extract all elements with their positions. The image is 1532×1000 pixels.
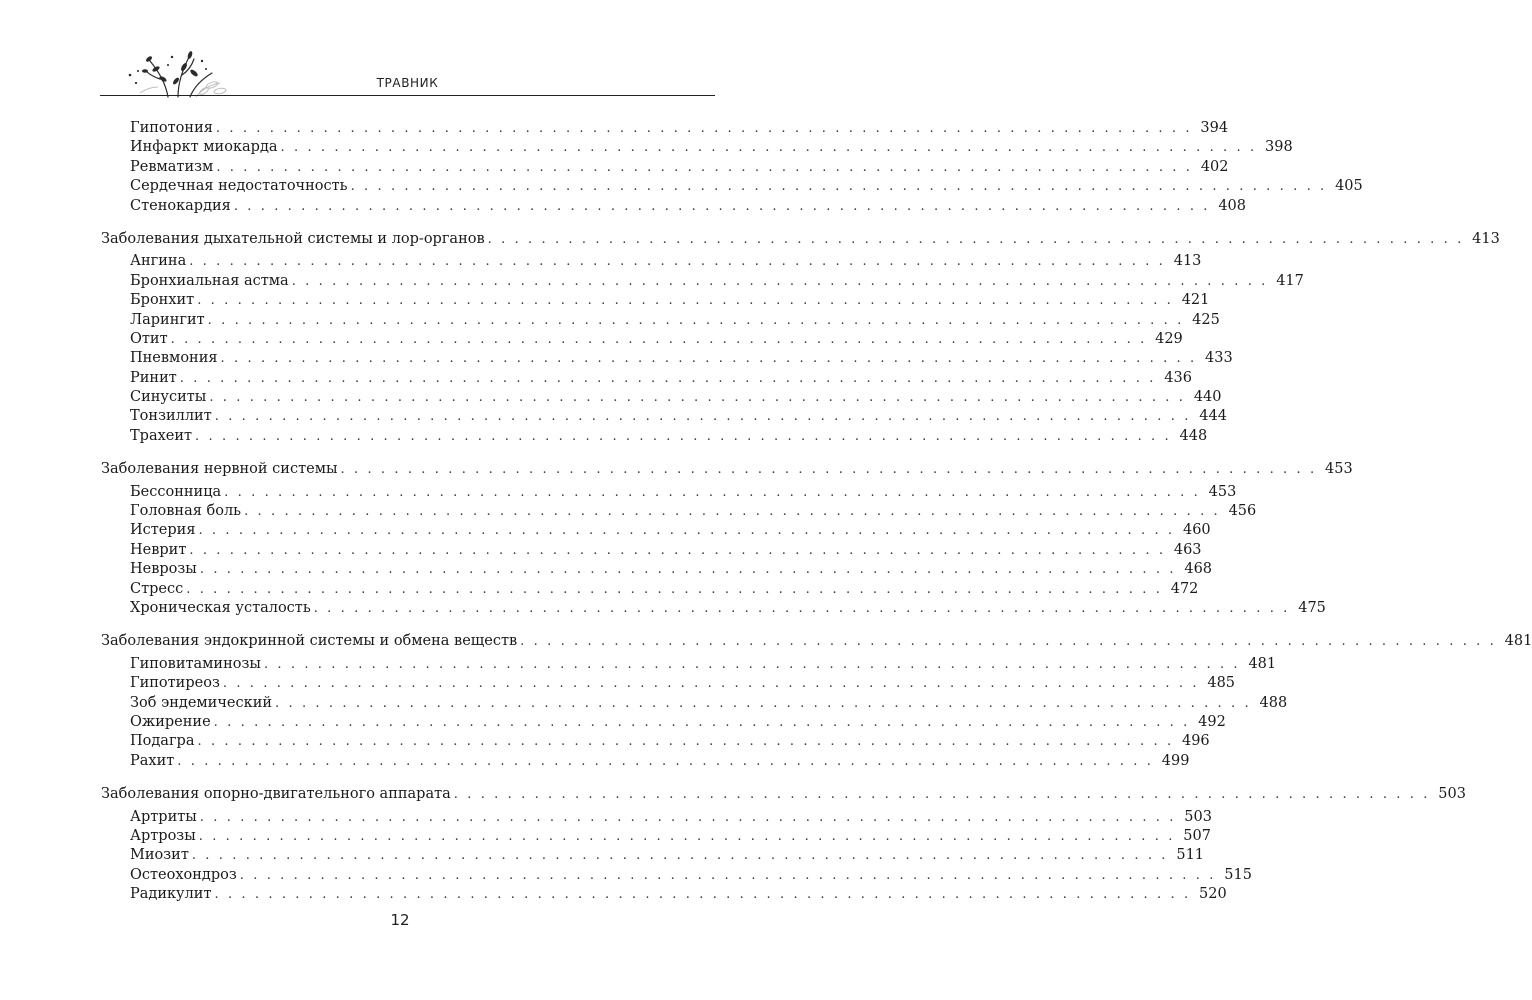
page-ref: 492 bbox=[1198, 713, 1226, 730]
toc-entry bbox=[101, 252, 1202, 271]
dot-leader: . . . . . . . . . . . . . . . . . . . . . . . . . . . . . . . . . . . . . . . . . . . . . . . . . . . . . . . . . . . . . . . . . . . . . . . . . bbox=[198, 523, 1175, 539]
page-ref: 433 bbox=[1205, 350, 1233, 367]
dot-leader: . . . . . . . . . . . . . . . . . . . . . . . . . . . . . . . . . . . . . . . . . . . . . . . . . . . . . . . . . . . . . . . . . . . . . . . . . bbox=[340, 462, 1317, 478]
page-ref: 472 bbox=[1170, 580, 1199, 597]
dot-leader: . . . . . . . . . . . . . . . . . . . . . . . . . . . . . . . . . . . . . . . . . . . . . . . . . . . . . . . . . . . . . . . . . . . . . . . . . bbox=[215, 121, 1193, 136]
page-ref: 515 bbox=[1224, 866, 1252, 883]
entry-label: Ринит bbox=[130, 369, 177, 386]
page-ref: 413 bbox=[1472, 230, 1500, 247]
toc-entry bbox=[101, 483, 1237, 502]
toc-entry bbox=[101, 808, 1212, 827]
dot-leader: . . . . . . . . . . . . . . . . . . . . . . . . . . . . . . . . . . . . . . . . . . . . . . . . . . . . . . . . . . . . . . . . . . . . . . . . . bbox=[213, 714, 1190, 730]
toc-section bbox=[101, 632, 1532, 771]
toc-entry bbox=[101, 291, 1210, 310]
dot-leader: . . . . . . . . . . . . . . . . . . . . . . . . . . . . . . . . . . . . . . . . . . . . . . . . . . . . . . . . . . . . . . . . . . . . . . . . . bbox=[214, 887, 1191, 903]
entry-label: Радикулит bbox=[130, 886, 212, 903]
dot-leader: . . . . . . . . . . . . . . . . . . . . . . . . . . . . . . . . . . . . . . . . . . . . . . . . . . . . . . . . . . . . . . . . . . . . . . . . . bbox=[186, 581, 1163, 597]
page-ref: 444 bbox=[1199, 408, 1227, 425]
toc-entry bbox=[101, 349, 1233, 368]
dot-leader: . . . . . . . . . . . . . . . . . . . . . . . . . . . . . . . . . . . . . . . . . . . . . . . . . . . . . . . . . . . . . . . . . . . . . . . . . bbox=[313, 600, 1290, 616]
dot-leader: . . . . . . . . . . . . . . . . . . . . . . . . . . . . . . . . . . . . . . . . . . . . . . . . . . . . . . . . . . . . . . . . . . . . . . . . . bbox=[199, 809, 1176, 825]
dot-leader: . . . . . . . . . . . . . . . . . . . . . . . . . . . . . . . . . . . . . . . . . . . . . . . . . . . . . . . . . . . . . . . . . . . . . . . . . bbox=[222, 676, 1200, 692]
entry-label: Рахит bbox=[130, 752, 175, 769]
toc-section bbox=[101, 119, 1363, 216]
toc-section bbox=[101, 460, 1353, 618]
dot-leader: . . . . . . . . . . . . . . . . . . . . . . . . . . . . . . . . . . . . . . . . . . . . . . . . . . . . . . . . . . . . . . . . . . . . . . . . . bbox=[197, 293, 1174, 309]
entry-label: Инфаркт миокарда bbox=[130, 139, 278, 156]
toc-entry bbox=[101, 732, 1210, 751]
toc-entry bbox=[101, 885, 1227, 904]
toc-entry bbox=[101, 580, 1199, 599]
toc-entry bbox=[101, 655, 1277, 674]
dot-leader: . . . . . . . . . . . . . . . . . . . . . . . . . . . . . . . . . . . . . . . . . . . . . . . . . . . . . . . . . . . . . . . . . . . . . . . . . bbox=[214, 409, 1191, 425]
section-heading bbox=[101, 460, 1353, 479]
entry-label: Сердечная недостаточность bbox=[130, 178, 348, 195]
toc-section bbox=[101, 230, 1500, 446]
dot-leader: . . . . . . . . . . . . . . . . . . . . . . . . . . . . . . . . . . . . . . . . . . . . . . . . . . . . . . . . . . . . . . . . . . . . . . . . . bbox=[275, 695, 1252, 711]
page-ref: 448 bbox=[1179, 427, 1208, 444]
entry-label: Бронхит bbox=[130, 292, 195, 309]
page-ref: 496 bbox=[1181, 733, 1210, 750]
page-ref: 440 bbox=[1193, 389, 1222, 406]
dot-leader: . . . . . . . . . . . . . . . . . . . . . . . . . . . . . . . . . . . . . . . . . . . . . . . . . . . . . . . . . . . . . . . . . . . . . . . . . bbox=[198, 828, 1175, 844]
toc-entry bbox=[101, 177, 1363, 196]
section-heading bbox=[101, 632, 1532, 651]
entry-label: Отит bbox=[130, 330, 168, 347]
page-ref: 475 bbox=[1298, 599, 1326, 616]
section-heading bbox=[101, 785, 1466, 804]
page-ref: 394 bbox=[1200, 120, 1229, 136]
toc-entry bbox=[101, 311, 1220, 330]
dot-leader: . . . . . . . . . . . . . . . . . . . . . . . . . . . . . . . . . . . . . . . . . . . . . . . . . . . . . . . . . . . . . . . . . . . . . . . . . bbox=[263, 656, 1241, 672]
dot-leader: . . . . . . . . . . . . . . . . . . . . . . . . . . . . . . . . . . . . . . . . . . . . . . . . . . . . . . . . . . . . . . . . . . . . . . . . . bbox=[199, 562, 1177, 578]
table-of-contents bbox=[101, 119, 1532, 904]
dot-leader: . . . . . . . . . . . . . . . . . . . . . . . . . . . . . . . . . . . . . . . . . . . . . . . . . . . . . . . . . . . . . . . . . . . . . . . . . bbox=[197, 734, 1174, 750]
section-title: Заболевания опорно-двигательного аппарата bbox=[101, 786, 451, 803]
dot-leader: . . . . . . . . . . . . . . . . . . . . . . . . . . . . . . . . . . . . . . . . . . . . . . . . . . . . . . . . . . . . . . . . . . . . . . . . . bbox=[224, 484, 1201, 500]
toc-entry bbox=[101, 502, 1257, 521]
toc-entry bbox=[101, 388, 1222, 407]
entry-label: Хроническая усталость bbox=[130, 599, 311, 616]
page-ref: 503 bbox=[1438, 786, 1466, 803]
page-ref: 429 bbox=[1155, 330, 1183, 347]
dot-leader: . . . . . . . . . . . . . . . . . . . . . . . . . . . . . . . . . . . . . . . . . . . . . . . . . . . . . . . . . . . . . . . . . . . . . . . . . bbox=[179, 370, 1156, 386]
page-ref: 463 bbox=[1173, 541, 1202, 558]
toc-entry bbox=[101, 197, 1247, 216]
page-ref: 453 bbox=[1325, 461, 1353, 478]
toc-entry bbox=[101, 427, 1208, 446]
toc-entry bbox=[101, 827, 1211, 846]
toc-entry bbox=[101, 138, 1293, 157]
page-ref: 408 bbox=[1218, 197, 1247, 214]
entry-label: Синуситы bbox=[130, 389, 207, 406]
entry-label: Гипотония bbox=[130, 120, 213, 136]
page-ref: 468 bbox=[1184, 561, 1213, 578]
toc-entry bbox=[101, 560, 1213, 579]
dot-leader: . . . . . . . . . . . . . . . . . . . . . . . . . . . . . . . . . . . . . . . . . . . . . . . . . . . . . . . . . . . . . . . . . . . . . . . . . bbox=[195, 428, 1172, 444]
toc-entry bbox=[101, 119, 1229, 138]
entry-label: Остеохондроз bbox=[130, 866, 237, 883]
dot-leader: . . . . . . . . . . . . . . . . . . . . . . . . . . . . . . . . . . . . . . . . . . . . . . . . . . . . . . . . . . . . . . . . . . . . . . . . . bbox=[453, 787, 1430, 803]
dot-leader: . . . . . . . . . . . . . . . . . . . . . . . . . . . . . . . . . . . . . . . . . . . . . . . . . . . . . . . . . . . . . . . . . . . . . . . . . bbox=[189, 254, 1166, 270]
entry-label: Ларингит bbox=[130, 311, 205, 328]
toc-entry bbox=[101, 330, 1183, 349]
toc-entry bbox=[101, 272, 1304, 291]
entry-label: Гиповитаминозы bbox=[130, 655, 261, 672]
toc-entry bbox=[101, 866, 1252, 885]
toc-entry bbox=[101, 407, 1227, 426]
toc-entry bbox=[101, 599, 1326, 618]
page-ref: 488 bbox=[1259, 694, 1288, 711]
dot-leader: . . . . . . . . . . . . . . . . . . . . . . . . . . . . . . . . . . . . . . . . . . . . . . . . . . . . . . . . . . . . . . . . . . . . . . . . . bbox=[209, 390, 1186, 406]
page-ref: 507 bbox=[1183, 827, 1211, 844]
page-ref: 456 bbox=[1228, 503, 1257, 520]
dot-leader: . . . . . . . . . . . . . . . . . . . . . . . . . . . . . . . . . . . . . . . . . . . . . . . . . . . . . . . . . . . . . . . . . . . . . . . . . bbox=[207, 312, 1184, 328]
entry-label: Истерия bbox=[130, 522, 196, 539]
entry-label: Зоб эндемический bbox=[130, 694, 273, 711]
page-ref: 398 bbox=[1265, 139, 1293, 156]
dot-leader: . . . . . . . . . . . . . . . . . . . . . . . . . . . . . . . . . . . . . . . . . . . . . . . . . . . . . . . . . . . . . . . . . . . . . . . . . bbox=[244, 504, 1221, 520]
entry-label: Бронхиальная астма bbox=[130, 272, 289, 289]
toc-entry bbox=[101, 158, 1229, 177]
section-title: Заболевания дыхательной системы и лор-органов bbox=[101, 230, 485, 247]
dot-leader: . . . . . . . . . . . . . . . . . . . . . . . . . . . . . . . . . . . . . . . . . . . . . . . . . . . . . . . . . . . . . . . . . . . . . . . . . bbox=[177, 753, 1154, 769]
toc-entry bbox=[101, 694, 1288, 713]
header-rule bbox=[100, 95, 715, 96]
toc-entry bbox=[101, 369, 1192, 388]
entry-label: Стресс bbox=[130, 580, 184, 597]
entry-label: Пневмония bbox=[130, 350, 218, 367]
dot-leader: . . . . . . . . . . . . . . . . . . . . . . . . . . . . . . . . . . . . . . . . . . . . . . . . . . . . . . . . . . . . . . . . . . . . . . . . . bbox=[487, 231, 1464, 247]
page-ref: 421 bbox=[1181, 292, 1210, 309]
entry-label: Ревматизм bbox=[130, 158, 214, 175]
toc-entry bbox=[101, 541, 1202, 560]
page-ref: 436 bbox=[1164, 369, 1192, 386]
dot-leader: . . . . . . . . . . . . . . . . . . . . . . . . . . . . . . . . . . . . . . . . . . . . . . . . . . . . . . . . . . . . . . . . . . . . . . . . . bbox=[350, 179, 1327, 195]
toc-entry bbox=[101, 752, 1190, 771]
running-title: ТРАВНИК bbox=[376, 76, 439, 90]
entry-label: Трахеит bbox=[130, 427, 193, 444]
page-ref: 485 bbox=[1207, 675, 1236, 692]
entry-label: Неврит bbox=[130, 541, 187, 558]
section-title: Заболевания эндокринной системы и обмена веществ bbox=[101, 633, 518, 650]
dot-leader: . . . . . . . . . . . . . . . . . . . . . . . . . . . . . . . . . . . . . . . . . . . . . . . . . . . . . . . . . . . . . . . . . . . . . . . . . bbox=[233, 198, 1211, 214]
page-ref: 520 bbox=[1199, 886, 1227, 903]
toc-entry bbox=[101, 713, 1226, 732]
page-header bbox=[100, 40, 715, 97]
page-ref: 511 bbox=[1176, 847, 1205, 864]
entry-label: Стенокардия bbox=[130, 197, 231, 214]
page-ref: 425 bbox=[1192, 311, 1220, 328]
page-ref: 481 bbox=[1504, 633, 1532, 650]
section-heading bbox=[101, 230, 1500, 249]
page-ref: 413 bbox=[1173, 253, 1202, 270]
entry-label: Ангина bbox=[130, 253, 187, 270]
dot-leader: . . . . . . . . . . . . . . . . . . . . . . . . . . . . . . . . . . . . . . . . . . . . . . . . . . . . . . . . . . . . . . . . . . . . . . . . . bbox=[280, 140, 1257, 156]
entry-label: Неврозы bbox=[130, 561, 197, 578]
toc-entry bbox=[101, 521, 1211, 540]
entry-label: Бессонница bbox=[130, 483, 222, 500]
dot-leader: . . . . . . . . . . . . . . . . . . . . . . . . . . . . . . . . . . . . . . . . . . . . . . . . . . . . . . . . . . . . . . . . . . . . . . . . . bbox=[216, 159, 1193, 175]
toc-entry bbox=[101, 674, 1236, 693]
dot-leader: . . . . . . . . . . . . . . . . . . . . . . . . . . . . . . . . . . . . . . . . . . . . . . . . . . . . . . . . . . . . . . . . . . . . . . . . . bbox=[170, 331, 1147, 347]
page-ref: 460 bbox=[1182, 522, 1211, 539]
section-title: Заболевания нервной системы bbox=[101, 461, 338, 478]
page-ref: 405 bbox=[1335, 178, 1363, 195]
entry-label: Артрозы bbox=[130, 827, 196, 844]
entry-label: Миозит bbox=[130, 847, 189, 864]
dot-leader: . . . . . . . . . . . . . . . . . . . . . . . . . . . . . . . . . . . . . . . . . . . . . . . . . . . . . . . . . . . . . . . . . . . . . . . . . bbox=[520, 634, 1497, 650]
dot-leader: . . . . . . . . . . . . . . . . . . . . . . . . . . . . . . . . . . . . . . . . . . . . . . . . . . . . . . . . . . . . . . . . . . . . . . . . . bbox=[189, 542, 1166, 558]
page-ref: 503 bbox=[1184, 808, 1212, 825]
entry-label: Головная боль bbox=[130, 503, 242, 520]
page-ref: 499 bbox=[1161, 752, 1190, 769]
page-ref: 417 bbox=[1276, 272, 1304, 289]
dot-leader: . . . . . . . . . . . . . . . . . . . . . . . . . . . . . . . . . . . . . . . . . . . . . . . . . . . . . . . . . . . . . . . . . . . . . . . . . bbox=[220, 351, 1197, 367]
page-ref: 453 bbox=[1208, 483, 1237, 500]
dot-leader: . . . . . . . . . . . . . . . . . . . . . . . . . . . . . . . . . . . . . . . . . . . . . . . . . . . . . . . . . . . . . . . . . . . . . . . . . bbox=[239, 867, 1216, 883]
entry-label: Артриты bbox=[130, 808, 197, 825]
entry-label: Тонзиллит bbox=[130, 408, 212, 425]
entry-label: Ожирение bbox=[130, 713, 211, 730]
toc-section bbox=[101, 785, 1466, 904]
toc-entry bbox=[101, 846, 1205, 865]
page-ref: 402 bbox=[1200, 158, 1229, 175]
page-ref: 481 bbox=[1248, 655, 1277, 672]
dot-leader: . . . . . . . . . . . . . . . . . . . . . . . . . . . . . . . . . . . . . . . . . . . . . . . . . . . . . . . . . . . . . . . . . . . . . . . . . bbox=[291, 273, 1268, 289]
dot-leader: . . . . . . . . . . . . . . . . . . . . . . . . . . . . . . . . . . . . . . . . . . . . . . . . . . . . . . . . . . . . . . . . . . . . . . . . . bbox=[191, 848, 1169, 864]
entry-label: Подагра bbox=[130, 733, 195, 750]
entry-label: Гипотиреоз bbox=[130, 675, 220, 692]
page-number: 12 bbox=[390, 911, 410, 929]
